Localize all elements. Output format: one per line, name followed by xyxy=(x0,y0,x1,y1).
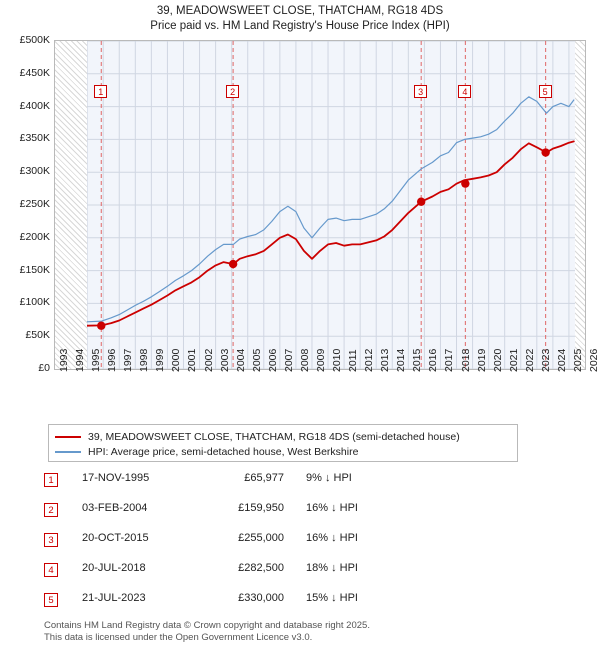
x-tick-label: 2006 xyxy=(266,348,279,372)
x-tick-label: 2005 xyxy=(250,348,263,372)
sale-hpi-delta: 9% ↓ HPI xyxy=(306,472,352,484)
x-tick-label: 1996 xyxy=(106,348,119,372)
table-row xyxy=(44,470,524,500)
no-data-band-right xyxy=(575,41,585,369)
x-tick-label: 2008 xyxy=(298,348,311,372)
sale-hpi-delta: 16% ↓ HPI xyxy=(306,532,358,544)
title-line-2: Price paid vs. HM Land Registry's House Price Index (HPI) xyxy=(150,20,450,32)
sale-marker-badge: 3 xyxy=(414,85,427,98)
x-tick-label: 2010 xyxy=(331,348,344,372)
sale-price: £255,000 xyxy=(238,532,284,544)
x-tick-label: 2024 xyxy=(555,348,568,372)
sale-price: £282,500 xyxy=(238,562,284,574)
y-tick-label: £250K xyxy=(19,198,50,210)
x-tick-label: 1994 xyxy=(74,348,87,372)
x-tick-label: 2019 xyxy=(475,348,488,372)
legend-label-property: 39, MEADOWSWEET CLOSE, THATCHAM, RG18 4DS (semi-detached house) xyxy=(88,431,460,443)
plot-region xyxy=(54,40,586,370)
sale-index-badge: 5 xyxy=(44,593,58,607)
legend-swatch-hpi xyxy=(55,451,81,453)
x-tick-label: 2023 xyxy=(539,348,552,372)
sale-date: 17-NOV-1995 xyxy=(82,472,150,484)
sale-index-badge: 4 xyxy=(44,563,58,577)
y-tick-label: £300K xyxy=(19,165,50,178)
sale-date: 21-JUL-2023 xyxy=(82,592,146,604)
y-tick-label: £200K xyxy=(19,230,50,243)
legend-item xyxy=(55,430,511,444)
y-tick-label: £500K xyxy=(19,34,50,46)
title-line-1: 39, MEADOWSWEET CLOSE, THATCHAM, RG18 4DS xyxy=(156,5,444,17)
legend-swatch-property xyxy=(55,436,81,438)
y-tick-label: £50K xyxy=(25,329,50,342)
sale-date: 20-JUL-2018 xyxy=(82,562,146,574)
table-row xyxy=(44,590,524,620)
x-tick-label: 2020 xyxy=(491,348,504,372)
footer xyxy=(44,620,564,644)
sale-price: £330,000 xyxy=(238,592,284,604)
x-tick-label: 2009 xyxy=(314,348,327,372)
sale-date: 20-OCT-2015 xyxy=(82,532,149,544)
table-row xyxy=(44,560,524,590)
sale-marker-badge: 5 xyxy=(539,85,552,98)
x-tick-label: 2018 xyxy=(459,348,472,372)
y-tick-label: £150K xyxy=(19,263,50,276)
sale-hpi-delta: 15% ↓ HPI xyxy=(306,592,358,604)
sale-date: 03-FEB-2004 xyxy=(82,502,148,514)
y-tick-label: £100K xyxy=(19,296,50,309)
x-tick-label: 2001 xyxy=(186,348,199,372)
x-tick-label: 1993 xyxy=(58,348,70,372)
x-tick-label: 2025 xyxy=(571,348,584,372)
chart-area xyxy=(19,34,600,374)
x-tick-label: 2000 xyxy=(170,348,183,372)
x-tick-label: 1995 xyxy=(90,348,103,372)
sale-hpi-delta: 18% ↓ HPI xyxy=(306,562,358,574)
footer-licence: This data is licensed under the Open Government Licence v3.0. xyxy=(44,632,313,643)
page-title xyxy=(0,4,600,34)
legend-item xyxy=(55,445,511,459)
sale-index-badge: 3 xyxy=(44,533,58,547)
x-tick-label: 2017 xyxy=(443,348,456,372)
x-tick-label: 2015 xyxy=(411,348,424,372)
x-tick-label: 2011 xyxy=(347,349,360,372)
sale-marker-badge: 1 xyxy=(94,85,107,98)
y-tick-label: £450K xyxy=(19,66,50,79)
footer-copyright: Contains HM Land Registry data © Crown copyright and database right 2025. xyxy=(44,620,370,631)
table-row xyxy=(44,500,524,530)
chart-legend xyxy=(48,424,518,462)
x-tick-label: 1997 xyxy=(122,348,135,372)
x-tick-label: 2007 xyxy=(282,348,295,372)
x-tick-label: 2014 xyxy=(395,348,408,372)
y-tick-label: £400K xyxy=(19,99,50,112)
legend-label-hpi: HPI: Average price, semi-detached house, West Berkshire xyxy=(88,446,359,458)
x-tick-label: 2013 xyxy=(379,348,392,372)
x-tick-label: 2016 xyxy=(427,348,440,372)
x-tick-label: 2004 xyxy=(234,348,247,372)
x-tick-label: 1999 xyxy=(154,348,167,372)
x-tick-label: 2012 xyxy=(363,348,376,372)
x-tick-label: 2022 xyxy=(523,348,536,372)
sale-marker-badge: 4 xyxy=(458,85,471,98)
x-tick-label: 1998 xyxy=(138,348,151,372)
x-tick-label: 2026 xyxy=(588,348,600,372)
no-data-band-left xyxy=(55,41,87,369)
x-tick-label: 2002 xyxy=(202,348,215,372)
sale-index-badge: 2 xyxy=(44,503,58,517)
sale-index-badge: 1 xyxy=(44,473,58,487)
sale-hpi-delta: 16% ↓ HPI xyxy=(306,502,358,514)
sale-price: £65,977 xyxy=(244,472,284,484)
sale-price: £159,950 xyxy=(238,502,284,514)
y-tick-label: £350K xyxy=(19,132,50,145)
y-tick-label: £0 xyxy=(38,362,50,374)
sale-marker-badge: 2 xyxy=(226,85,239,98)
x-tick-label: 2003 xyxy=(218,348,231,372)
plot-svg xyxy=(55,41,585,369)
table-row xyxy=(44,530,524,560)
sales-table xyxy=(44,470,524,620)
x-tick-label: 2021 xyxy=(507,348,520,372)
